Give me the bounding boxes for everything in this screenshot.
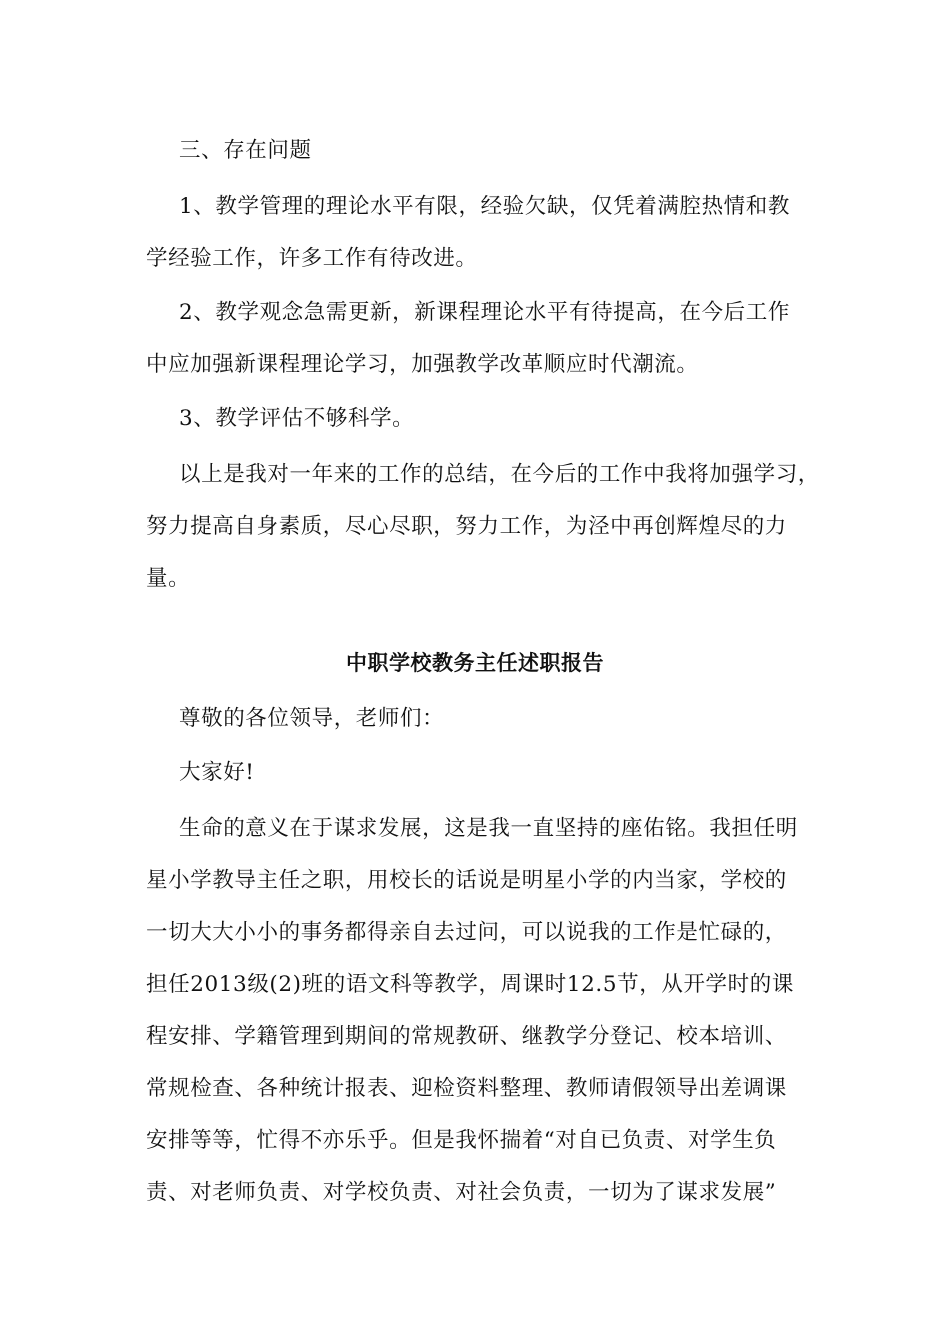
salutation: 尊敬的各位领导，老师们： bbox=[179, 706, 445, 731]
report-title: 中职学校教务主任述职报告 bbox=[346, 650, 604, 675]
paragraph-line: 以上是我对一年来的工作的总结，在今后的工作中我将加强学习， bbox=[179, 462, 820, 487]
paragraph-line: 2、教学观念急需更新，新课程理论水平有待提高，在今后工作 bbox=[179, 300, 790, 325]
paragraph-line: 学经验工作，许多工作有待改进。 bbox=[146, 246, 478, 271]
paragraph-line: 一切大大小小的事务都得亲自去过问，可以说我的工作是忙碌的， bbox=[146, 920, 787, 945]
paragraph-line: 1、教学管理的理论水平有限，经验欠缺，仅凭着满腔热情和教 bbox=[179, 194, 790, 219]
paragraph-line: 程安排、学籍管理到期间的常规教研、继教学分登记、校本培训、 bbox=[146, 1024, 787, 1049]
paragraph-line: 常规检查、各种统计报表、迎检资料整理、教师请假领导出差调课 bbox=[146, 1076, 787, 1101]
paragraph-line: 量。 bbox=[146, 566, 191, 591]
paragraph-line: 努力提高自身素质，尽心尽职，努力工作，为泾中再创辉煌尽的力 bbox=[146, 514, 787, 539]
paragraph-line: 3、教学评估不够科学。 bbox=[179, 406, 415, 431]
paragraph-line: 生命的意义在于谋求发展，这是我一直坚持的座佑铭。我担任明 bbox=[179, 816, 798, 841]
section-heading: 三、存在问题 bbox=[179, 138, 312, 163]
paragraph-line: 中应加强新课程理论学习，加强教学改革顺应时代潮流。 bbox=[146, 352, 699, 377]
paragraph-line: 安排等等，忙得不亦乐乎。但是我怀揣着“对自已负责、对学生负 bbox=[146, 1128, 777, 1153]
greeting: 大家好! bbox=[179, 760, 255, 785]
paragraph-line: 责、对老师负责、对学校负责、对社会负责，一切为了谋求发展” bbox=[146, 1180, 777, 1205]
paragraph-line: 星小学教导主任之职，用校长的话说是明星小学的内当家，学校的 bbox=[146, 868, 787, 893]
paragraph-line: 担任2013级(2)班的语文科等教学，周课时12.5节，从开学时的课 bbox=[146, 972, 794, 997]
